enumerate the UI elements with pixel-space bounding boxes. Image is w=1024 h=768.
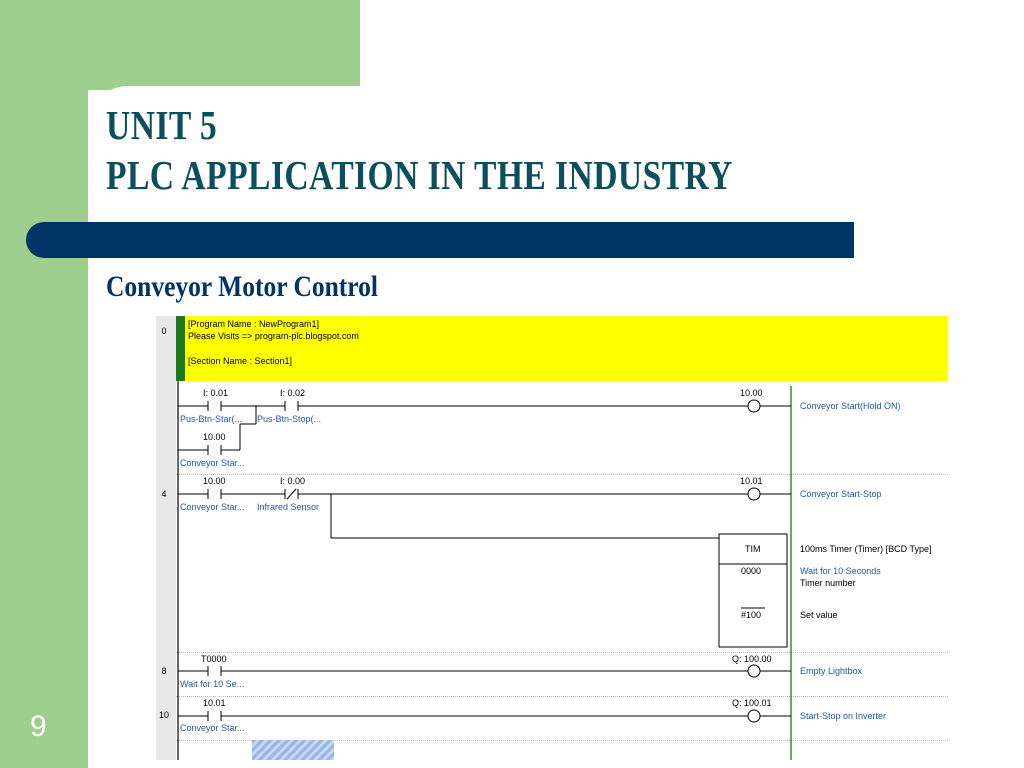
ladder-diagram: [156, 316, 948, 760]
comment-line: [Program Name : NewProgram1]: [188, 319, 320, 329]
coil-comment: Conveyor Start(Hold ON): [800, 401, 901, 411]
page-number: 9: [30, 710, 47, 743]
rung-0-wiring: [178, 400, 791, 455]
rung-number-0: 0: [161, 326, 167, 336]
contact-name: Pus-Btn-Star(...: [180, 414, 243, 424]
contact-address[interactable]: I: 0.02: [280, 388, 306, 398]
timer-set-value[interactable]: #100: [741, 610, 762, 620]
horizontal-scroll-thumb[interactable]: [252, 740, 334, 760]
contact-name: Conveyor Star...: [180, 723, 245, 733]
contact-address[interactable]: I: 0.00: [280, 476, 306, 486]
comment-line: [Section Name : Section1]: [188, 356, 293, 366]
timer-number-label: Timer number: [800, 578, 856, 588]
timer-type-comment: 100ms Timer (Timer) [BCD Type]: [800, 544, 932, 554]
title-line-1: UNIT 5: [106, 102, 218, 148]
contact-address[interactable]: I: 0.01: [203, 388, 229, 398]
coil-address[interactable]: Q: 100.01: [732, 698, 772, 708]
contact-address[interactable]: 10.00: [203, 476, 226, 486]
slide-title: [106, 100, 733, 200]
slide-subtitle: Conveyor Motor Control: [106, 270, 378, 303]
coil-address[interactable]: Q: 100.00: [732, 654, 772, 664]
contact-name: Infrared Sensor: [257, 502, 320, 512]
contact-name: Pus-Btn-Stop(...: [257, 414, 322, 424]
contact-address[interactable]: T0000: [201, 654, 227, 664]
coil-comment: Start-Stop on Inverter: [800, 711, 887, 721]
comment-line: Please Visits => program-plc.blogspot.com: [188, 331, 359, 341]
timer-number[interactable]: 0000: [741, 566, 762, 576]
rung-8-wiring: [178, 665, 791, 677]
title-divider-bar: [26, 222, 854, 258]
contact-name: Wait for 10 Se...: [180, 679, 245, 689]
contact-name: Conveyor Star...: [180, 502, 245, 512]
rung-number-10: 10: [158, 710, 169, 720]
coil-address[interactable]: 10.01: [740, 476, 763, 486]
rung-number-8: 8: [161, 666, 167, 676]
title-line-2: PLC APPLICATION IN THE INDUSTRY: [106, 152, 733, 198]
ladder-wiring: [156, 316, 948, 760]
contact-address[interactable]: 10.01: [203, 698, 226, 708]
rung-10-wiring: [178, 710, 791, 722]
coil-comment: Empty Lightbox: [800, 666, 863, 676]
coil-address[interactable]: 10.00: [740, 388, 763, 398]
contact-address[interactable]: 10.00: [203, 432, 226, 442]
timer-instruction[interactable]: TIM: [745, 544, 761, 554]
contact-name: Conveyor Star...: [180, 458, 245, 468]
coil-comment: Conveyor Start-Stop: [800, 489, 882, 499]
green-left-strip: [0, 0, 88, 768]
timer-set-label: Set value: [800, 610, 838, 620]
rung-number-4: 4: [161, 489, 167, 499]
timer-number-comment: Wait for 10 Seconds: [800, 566, 881, 576]
